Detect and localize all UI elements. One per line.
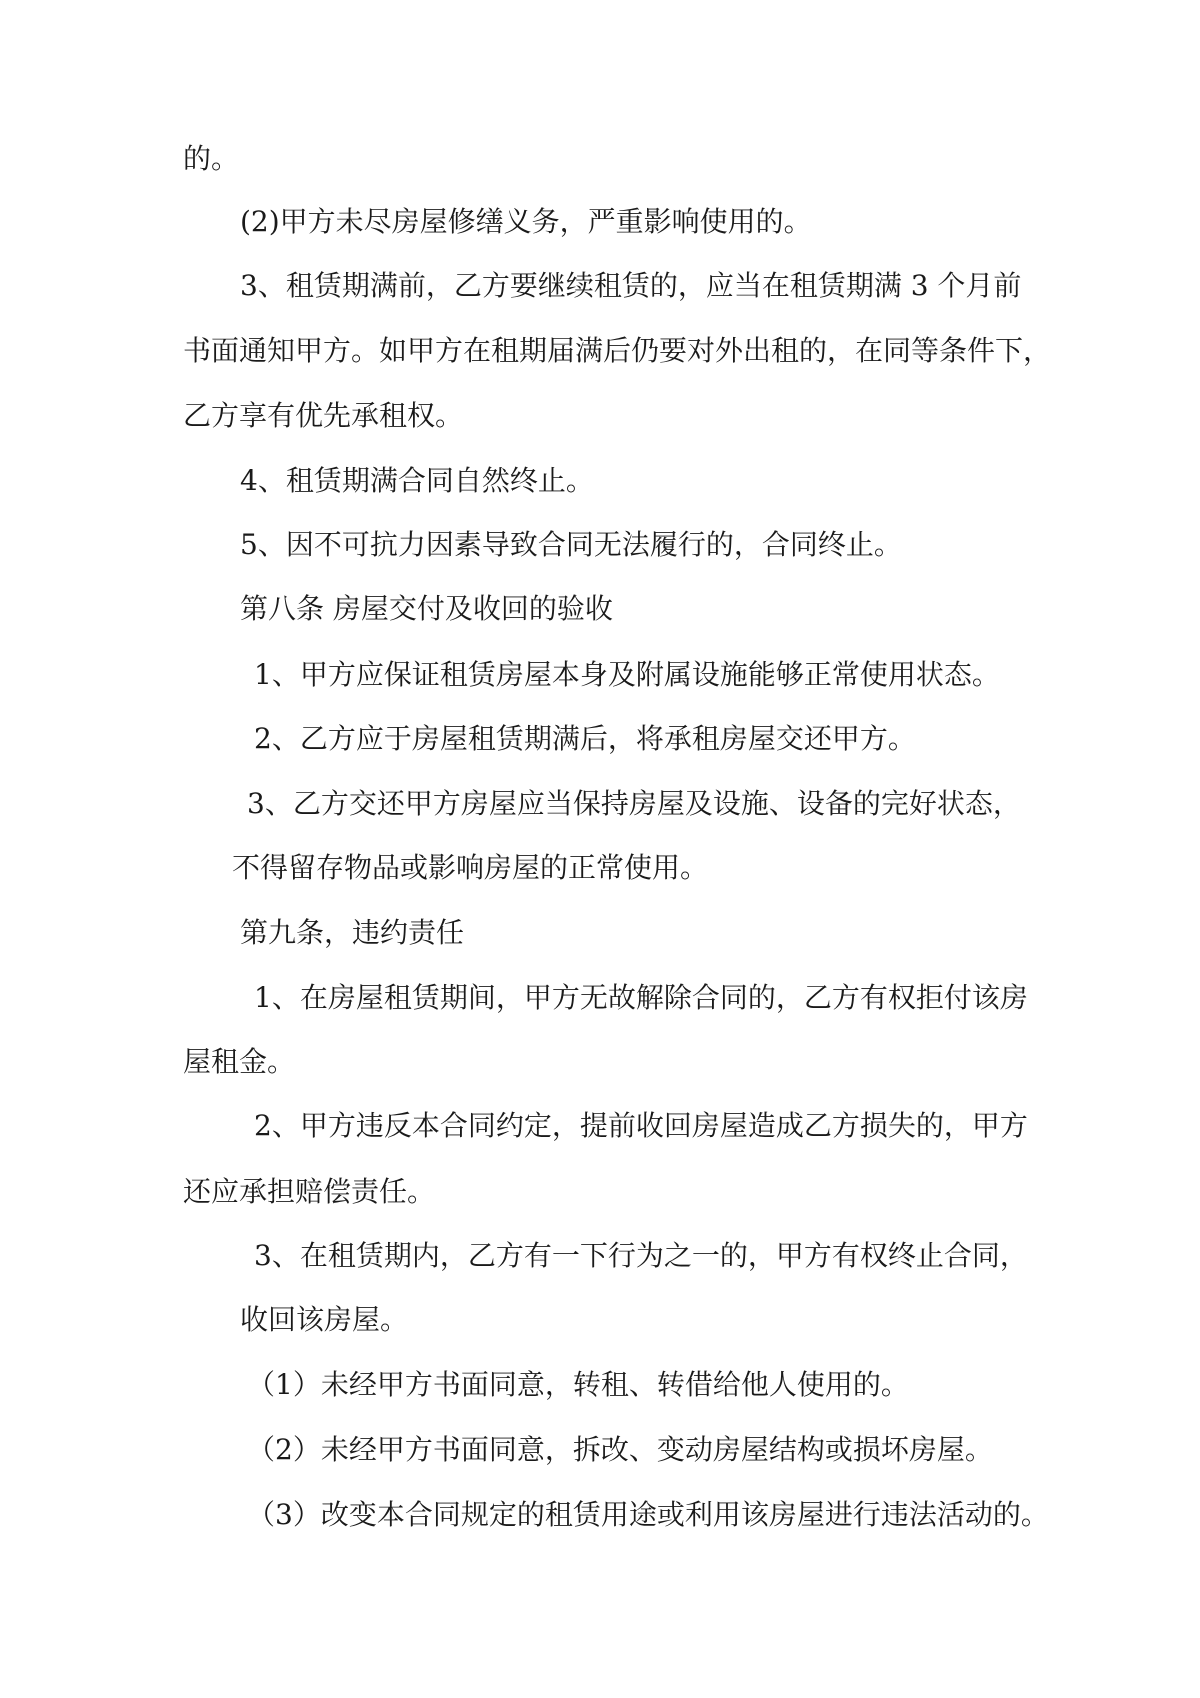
list-item: （1）未经甲方书面同意，转租、转借给他人使用的。 [247,1368,909,1401]
text-line: 乙方享有优先承租权。 [183,399,464,432]
list-item: （2）未经甲方书面同意，拆改、变动房屋结构或损坏房屋。 [247,1433,993,1466]
text-line: 3、租赁期满前，乙方要继续租赁的，应当在租赁期满 3 个月前 [240,269,1022,302]
text-line: 1、甲方应保证租赁房屋本身及附属设施能够正常使用状态。 [254,658,1000,691]
text-line: 不得留存物品或影响房屋的正常使用。 [232,851,709,884]
text-line: 2、甲方违反本合同约定，提前收回房屋造成乙方损失的，甲方 [254,1109,1028,1142]
text-line: 还应承担赔偿责任。 [183,1175,436,1208]
text-line: 1、在房屋租赁期间，甲方无故解除合同的，乙方有权拒付该房 [254,981,1028,1014]
text-line: 屋租金。 [183,1045,296,1078]
text-line: 2、乙方应于房屋租赁期满后，将承租房屋交还甲方。 [254,722,916,755]
text-line: 3、在租赁期内，乙方有一下行为之一的，甲方有权终止合同， [254,1239,1028,1272]
list-item: （3）改变本合同规定的租赁用途或利用该房屋进行违法活动的。 [247,1498,1049,1531]
text-line: (2)甲方未尽房屋修缮义务，严重影响使用的。 [240,205,812,238]
section-heading: 第九条，违约责任 [240,916,465,949]
text-line: 书面通知甲方。如甲方在租期届满后仍要对外出租的，在同等条件下， [183,334,1052,367]
text-line: 3、乙方交还甲方房屋应当保持房屋及设施、设备的完好状态， [247,787,1021,820]
text-line: 4、租赁期满合同自然终止。 [240,464,594,497]
text-line: 收回该房屋。 [240,1303,409,1336]
text-line: 5、因不可抗力因素导致合同无法履行的，合同终止。 [240,528,902,561]
section-heading: 第八条 房屋交付及收回的验收 [240,592,613,625]
text-line: 的。 [183,142,240,175]
